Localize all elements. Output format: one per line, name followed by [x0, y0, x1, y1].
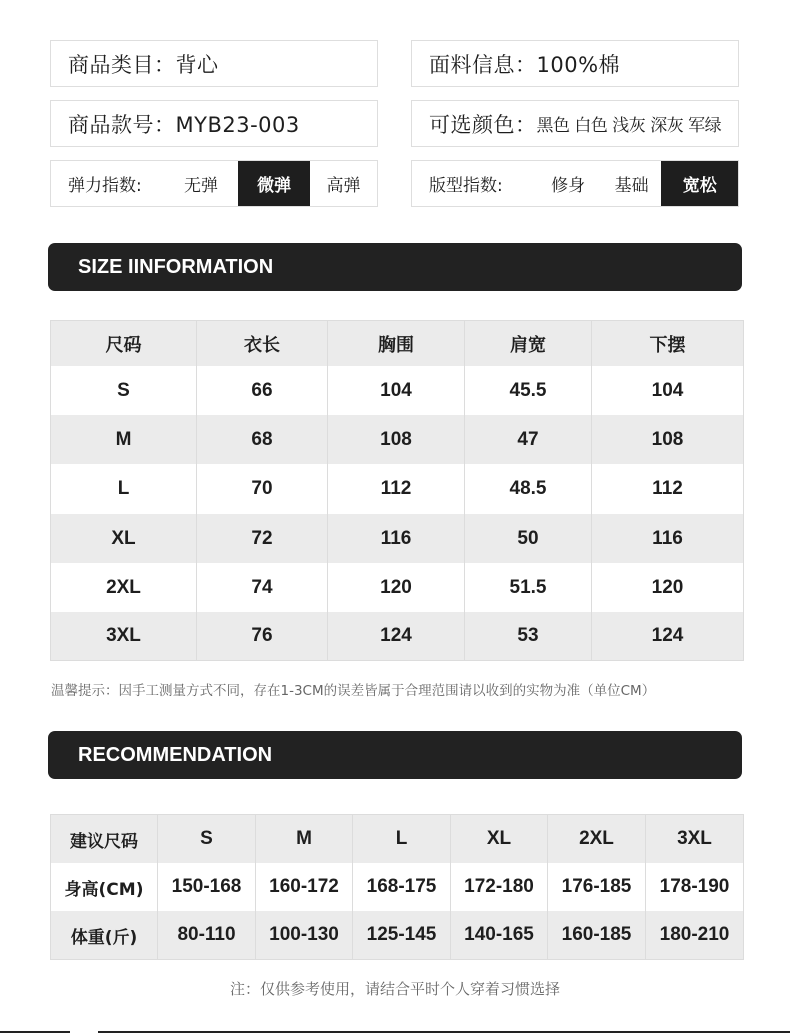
table-cell: 74: [197, 563, 328, 612]
table-row: [51, 514, 744, 563]
table-cell: 53: [465, 612, 592, 660]
category-box: [50, 40, 378, 87]
table-cell: 76: [197, 612, 328, 660]
table-cell: 108: [328, 415, 465, 464]
table-row: [51, 815, 744, 864]
recommendation-note: 注：仅供参考使用，请结合平时个人穿着习惯选择: [229, 980, 560, 998]
table-cell: M: [51, 415, 197, 464]
header-length: 衣长: [197, 321, 328, 367]
recommendation-table: [50, 814, 744, 960]
table-row: [51, 366, 744, 415]
table-cell: 140-165: [451, 911, 548, 960]
table-cell: 3XL: [646, 815, 744, 864]
table-cell: 108: [592, 415, 744, 464]
table-cell: 80-110: [158, 911, 256, 960]
table-row: [51, 464, 744, 514]
model-text: 商品款号：MYB23-003: [68, 112, 300, 137]
table-cell: 116: [328, 514, 465, 563]
size-note: 温馨提示：因手工测量方式不同，存在1-3CM的误差皆属于合理范围请以收到的实物为准（单位CM）: [51, 683, 656, 699]
elasticity-option-slight: 微弹: [238, 161, 310, 206]
table-cell: 160-185: [548, 911, 646, 960]
table-cell: 3XL: [51, 612, 197, 660]
table-cell: 116: [592, 514, 744, 563]
table-cell: 2XL: [548, 815, 646, 864]
table-cell: M: [256, 815, 353, 864]
table-cell: 50: [465, 514, 592, 563]
size-info-title: SIZE IINFORMATION: [78, 255, 274, 278]
table-cell: 168-175: [353, 863, 451, 911]
fabric-text: 面料信息：100%棉: [429, 52, 621, 77]
table-cell: L: [353, 815, 451, 864]
table-cell: 176-185: [548, 863, 646, 911]
colors-label: 可选颜色：: [429, 112, 537, 137]
size-table-header: [51, 321, 744, 367]
table-cell: 72: [197, 514, 328, 563]
table-cell: 100-130: [256, 911, 353, 960]
table-cell: 45.5: [465, 366, 592, 415]
table-row: [51, 911, 744, 960]
table-cell: 124: [328, 612, 465, 660]
fit-option-regular: 基础: [614, 176, 649, 196]
table-cell: XL: [51, 514, 197, 563]
model-box: [50, 100, 378, 147]
elasticity-option-none: 无弹: [183, 176, 218, 196]
elasticity-index: [50, 160, 378, 207]
colors-box: [411, 100, 739, 147]
recommendation-title: RECOMMENDATION: [78, 743, 273, 766]
category-text: 商品类目：背心: [68, 52, 219, 77]
table-cell: L: [51, 464, 197, 514]
table-cell: 68: [197, 415, 328, 464]
table-cell: 47: [465, 415, 592, 464]
table-cell: 建议尺码: [51, 815, 158, 864]
elasticity-label: 弹力指数:: [68, 176, 142, 196]
table-cell: 178-190: [646, 863, 744, 911]
table-cell: 身高(CM): [51, 863, 158, 911]
colors-value: 黑色 白色 浅灰 深灰 军绿: [536, 116, 722, 136]
table-cell: 125-145: [353, 911, 451, 960]
table-cell: S: [51, 366, 197, 415]
size-info-banner: [48, 243, 742, 291]
table-cell: 112: [592, 464, 744, 514]
fit-option-loose: 宽松: [661, 161, 738, 206]
recommendation-banner: [48, 731, 742, 779]
table-cell: 2XL: [51, 563, 197, 612]
table-cell: 51.5: [465, 563, 592, 612]
table-cell: S: [158, 815, 256, 864]
table-row: [51, 863, 744, 911]
table-row: [51, 612, 744, 660]
table-cell: 150-168: [158, 863, 256, 911]
table-cell: XL: [451, 815, 548, 864]
fabric-box: [411, 40, 739, 87]
header-chest: 胸围: [328, 321, 465, 367]
table-cell: 104: [328, 366, 465, 415]
table-cell: 124: [592, 612, 744, 660]
header-hem: 下摆: [592, 321, 744, 367]
table-cell: 48.5: [465, 464, 592, 514]
header-size: 尺码: [51, 321, 197, 367]
table-cell: 180-210: [646, 911, 744, 960]
fit-option-slim: 修身: [551, 176, 586, 196]
table-row: [51, 563, 744, 612]
elasticity-option-high: 高弹: [326, 176, 361, 196]
table-cell: 112: [328, 464, 465, 514]
size-table: [50, 320, 744, 661]
table-cell: 70: [197, 464, 328, 514]
fit-index: [411, 160, 739, 207]
table-row: [51, 415, 744, 464]
table-cell: 160-172: [256, 863, 353, 911]
table-cell: 66: [197, 366, 328, 415]
header-shoulder: 肩宽: [465, 321, 592, 367]
table-cell: 120: [592, 563, 744, 612]
table-cell: 104: [592, 366, 744, 415]
table-cell: 172-180: [451, 863, 548, 911]
table-cell: 120: [328, 563, 465, 612]
fit-label: 版型指数:: [429, 176, 503, 196]
table-cell: 体重(斤): [51, 911, 158, 960]
